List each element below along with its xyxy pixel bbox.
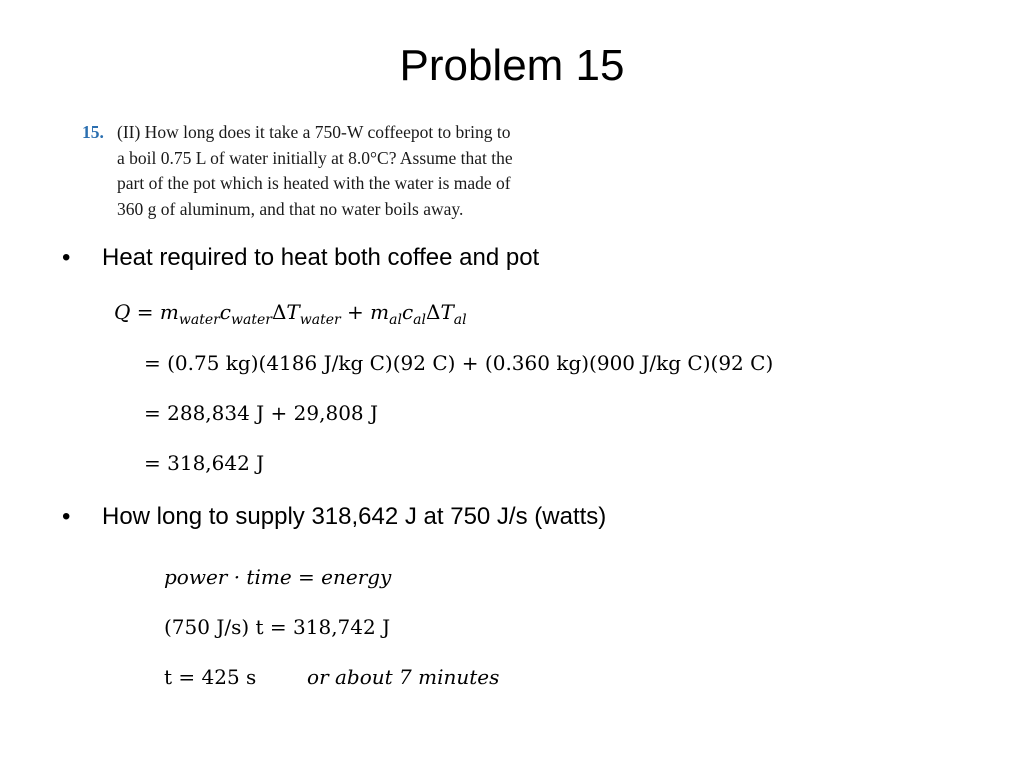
- bullet-text: Heat required to heat both coffee and pot: [102, 244, 540, 271]
- problem-statement-image: [82, 120, 582, 222]
- equation-total: = 318,642 J: [144, 451, 265, 475]
- equation-substitution: = (0.75 kg)(4186 J/kg C)(92 C) + (0.360 kg)(900 J/kg C)(92 C): [144, 351, 774, 375]
- result-value: t = 425 s: [164, 665, 257, 689]
- bullet-marker: •: [62, 244, 71, 271]
- bullet-heat-required: [62, 244, 539, 272]
- equation-time: (750 J/s) t = 318,742 J: [164, 615, 391, 639]
- problem-line-3: part of the pot which is heated with the water is made of: [117, 173, 511, 193]
- problem-line-4: 360 g of aluminum, and that no water boils away.: [117, 198, 464, 219]
- problem-line-2: a boil 0.75 L of water initially at 8.0°C? Assume that the: [117, 147, 513, 168]
- bullet-marker: •: [62, 503, 71, 530]
- result-note: or about 7 minutes: [307, 665, 500, 689]
- equation-heat-formula: $Q = m_{water}c_{water}\Delta T_{water} + m_{al}c_{al}\Delta T_{al}$: [114, 300, 467, 328]
- bullet-text: How long to supply 318,642 J at 750 J/s (watts): [102, 503, 607, 530]
- bullet-how-long: [62, 503, 606, 531]
- slide-title: Problem 15: [399, 41, 625, 90]
- equation-partial-sum: = 288,834 J + 29,808 J: [144, 401, 379, 425]
- problem-line-1: (II) How long does it take a 750-W coffeepot to bring to: [117, 122, 511, 142]
- equation-result: [164, 663, 499, 691]
- equation-power-relation: power · time = energy: [164, 565, 392, 589]
- problem-number: 15.: [82, 122, 104, 142]
